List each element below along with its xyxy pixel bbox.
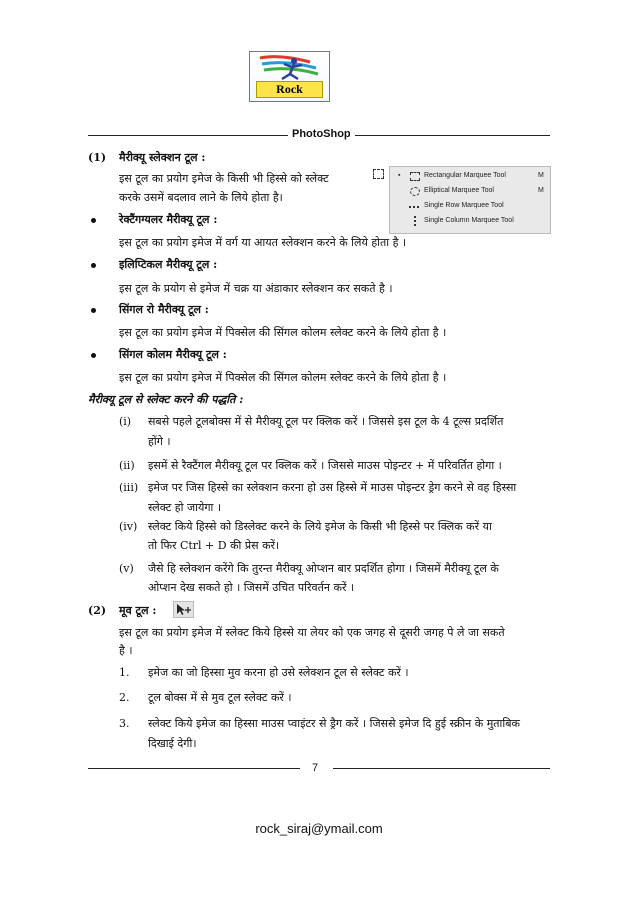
single-column-marquee-icon xyxy=(414,216,417,226)
single-column-text: इस टूल का प्रयोग इमेज में पिक्सेल की सिंगल कोलम स्लेक्ट करने के लिये होता है । xyxy=(119,371,447,384)
header-rule-right xyxy=(355,135,550,136)
step-line: होंगे । xyxy=(148,435,171,448)
step-line: ओप्शन देख सकते हो । जिसमें उचित परिवर्तन करें । xyxy=(148,581,355,594)
single-row-marquee-icon xyxy=(409,206,419,209)
tool-name: Rectangular Marquee Tool xyxy=(424,172,506,179)
section2-number: (2) xyxy=(88,604,107,617)
step-line: दिखाई देगी। xyxy=(148,737,197,750)
tool-item-single-row[interactable] xyxy=(390,199,550,213)
tool-item-elliptical[interactable] xyxy=(390,184,550,198)
elliptical-heading: इलिप्टिकल मैरीक्यू टूल : xyxy=(119,258,218,271)
step-number: 1. xyxy=(119,666,130,679)
marquee-tool-flyout xyxy=(389,166,551,234)
single-row-text: इस टूल का प्रयोग इमेज में पिक्सेल की सिंगल कोलम स्लेक्ट करने के लिये होता है । xyxy=(119,326,447,339)
tool-name: Single Column Marquee Tool xyxy=(424,217,514,224)
step-line: इमेज पर जिस हिस्से का स्लेक्शन करना हो उस हिस्से में माउस पोइन्टर ड्रेग करने से वह हिस्सा xyxy=(148,481,517,494)
active-tool-bullet: ▪ xyxy=(398,172,401,179)
tool-item-single-column[interactable] xyxy=(390,214,550,228)
section1-number: (1) xyxy=(88,151,107,164)
tool-item-rectangular[interactable] xyxy=(390,169,550,183)
header-rule-left xyxy=(88,135,288,136)
step-line: तो फिर Ctrl + D की प्रेस करें। xyxy=(148,539,280,552)
step-line: स्लेक्ट हो जायेगा । xyxy=(148,501,222,514)
footer-rule-left xyxy=(88,768,300,769)
section1-line2: करके उसमें बदलाव लाने के लिये होता है। xyxy=(119,191,283,204)
step-line: इमेज का जो हिस्सा मुव करना हो उसे स्लेक्शन टूल से स्लेक्ट करें । xyxy=(148,666,409,679)
tool-name: Single Row Marquee Tool xyxy=(424,202,504,209)
step-line: स्लेक्ट किये हिस्से को डिस्लेक्ट करने के लिये इमेज के किसी भी हिस्से पर क्लिक करें या xyxy=(148,520,492,533)
tool-shortcut: M xyxy=(538,172,544,179)
author-email: rock_siraj@ymail.com xyxy=(255,821,383,836)
step-line: इसमें से रैक्टैंगल मैरीक्यू टूल पर क्लिक करें । जिससे माउस पोइन्टर + में परिवर्तित होगा । xyxy=(148,459,502,472)
header-title: PhotoShop xyxy=(292,128,351,140)
step-number: 2. xyxy=(119,691,130,704)
section1-line1: इस टूल का प्रयोग इमेज के किसी भी हिस्से को स्लेक्ट xyxy=(119,172,329,185)
tool-name: Elliptical Marquee Tool xyxy=(424,187,494,194)
step-number: (ii) xyxy=(119,459,135,472)
section2-line2: है । xyxy=(119,644,133,657)
section2-line1: इस टूल का प्रयोग इमेज में स्लेक्ट किये हिस्से या लेयर को एक जगह से दूसरी जगह पे ले जा सकते xyxy=(119,626,505,639)
section1-heading: मैरीक्यू स्लेक्शन टूल : xyxy=(119,151,206,164)
single-column-heading: सिंगल कोलम मैरीक्यू टूल : xyxy=(119,348,227,361)
page-number: 7 xyxy=(312,762,319,774)
step-line: सबसे पहले टूलबोक्स में से मैरीक्यू टूल पर क्लिक करें । जिससे इस टूल के 4 टूल्स प्रदर्शित xyxy=(148,415,504,428)
single-row-heading: सिंगल रो मैरीक्यू टूल : xyxy=(119,303,209,316)
step-number: 3. xyxy=(119,717,130,730)
elliptical-marquee-icon xyxy=(410,187,420,196)
step-line: स्लेक्ट किये इमेज का हिस्सा माउस प्वाइंटर से ड्रैग करें । जिससे इमेज दि हुई स्क्रीन के मुताबिक xyxy=(148,717,520,730)
step-number: (iv) xyxy=(119,520,138,533)
step-line: टूल बोक्स में से मुव टूल स्लेक्ट करें । xyxy=(148,691,292,704)
marquee-selection-icon xyxy=(373,169,384,179)
logo-text: Rock xyxy=(256,81,323,98)
step-number: (v) xyxy=(119,562,134,575)
section2-heading: मूव टूल : xyxy=(119,604,157,617)
bullet-dot xyxy=(91,353,96,358)
bullet-dot xyxy=(91,218,96,223)
footer-rule-right xyxy=(333,768,550,769)
rectangular-marquee-icon xyxy=(410,172,420,181)
method-heading: मैरीक्यू टूल से स्लेक्ट करने की पद्धति : xyxy=(88,393,244,406)
tool-shortcut: M xyxy=(538,187,544,194)
elliptical-text: इस टूल के प्रयोग से इमेज में चक्र या अंडाकार स्लेक्शन कर सकते है । xyxy=(119,282,393,295)
rock-logo xyxy=(249,51,330,102)
rectangular-text: इस टूल का प्रयोग इमेज में वर्ग या आयत स्लेक्शन करने के लिये होता है । xyxy=(119,236,407,249)
bullet-dot xyxy=(91,308,96,313)
move-tool-icon xyxy=(173,601,194,618)
step-number: (iii) xyxy=(119,481,139,494)
bullet-dot xyxy=(91,263,96,268)
step-line: जैसे हि स्लेक्शन करेंगे कि तुरन्त मैरीक्यू ओप्शन बार प्रदर्शित होगा । जिसमें मैरीक्यू टूल के xyxy=(148,562,499,575)
step-number: (i) xyxy=(119,415,132,428)
rectangular-heading: रेक्टैंगग्यलर मैरीक्यू टूल : xyxy=(119,213,218,226)
